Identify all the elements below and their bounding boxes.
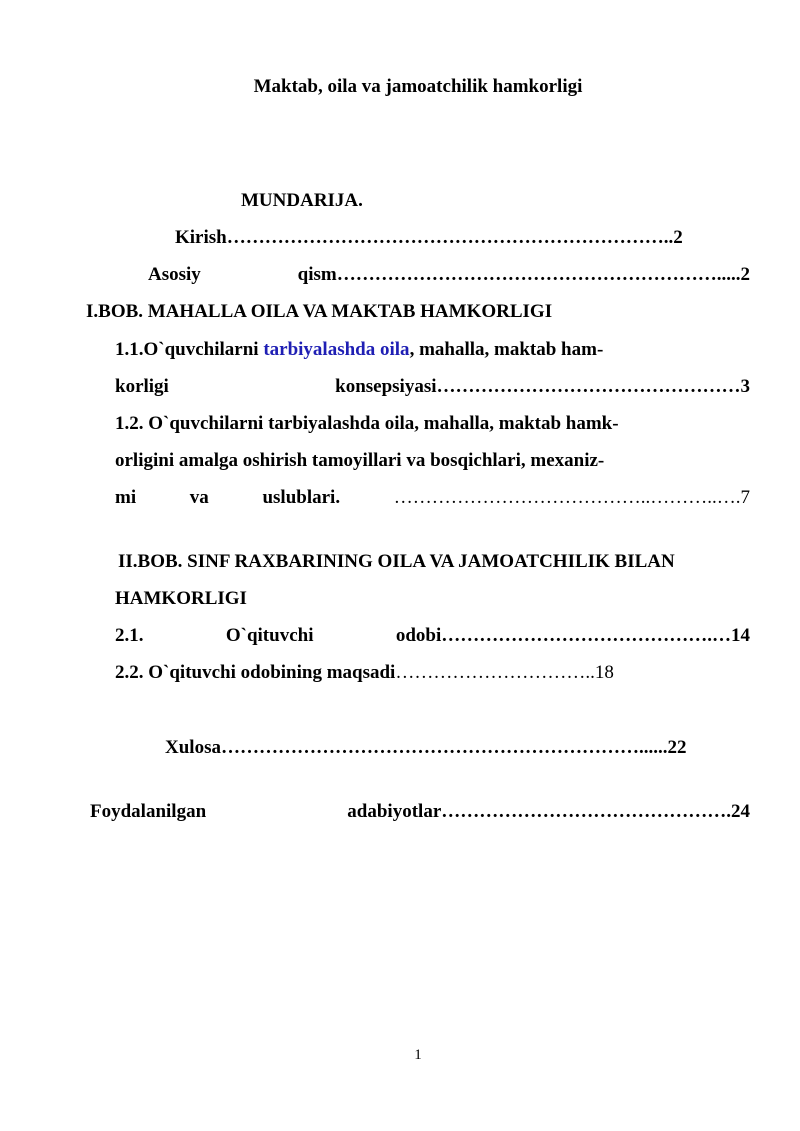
toc-entry-leader: …………………………………..………..….7 [393, 487, 750, 508]
toc-chapter-2-continued: HAMKORLIGI [115, 588, 247, 609]
toc-entry-leader: …………………………..18 [395, 662, 614, 683]
toc-entry-2-1 [115, 624, 750, 648]
toc-entry-xulosa: Xulosa…………………………………………………………......22 [165, 737, 687, 758]
toc-entry-1-2-last-line [115, 486, 750, 510]
toc-entry-1-2: 1.2. O`quvchilarni tarbiyalashda oila, mahalla, maktab hamk- [115, 413, 619, 434]
toc-entry-kirish [175, 226, 750, 250]
toc-entry-1-1 [115, 338, 603, 362]
toc-entry-word: konsepsiyasi…………………………………………3 [335, 376, 750, 397]
toc-entry-text: Kirish……………………………………………………………..2 [175, 227, 683, 248]
toc-entry-asosiy-qism [148, 263, 750, 287]
toc-entry-word: odobi…………………………………….…14 [395, 625, 750, 646]
hyperlink-tarbiyalashda-oila[interactable]: tarbiyalashda oila [263, 339, 410, 360]
toc-entry-1-2-continued: orligini amalga oshirish tamoyillari va bosqichlari, mexaniz- [115, 450, 605, 471]
toc-entry-word: O`qituvchi [225, 625, 314, 646]
page-number: 1 [414, 1047, 422, 1063]
toc-heading: MUNDARIJA. [241, 190, 363, 211]
toc-entry-1-1-continued [115, 375, 750, 399]
toc-entry-2-2 [115, 661, 614, 685]
toc-chapter-2: II.BOB. SINF RAXBARINING OILA VA JAMOATCHILIK BILAN [118, 551, 675, 572]
toc-entry-word: mi [115, 487, 137, 508]
toc-entry-word: adabiyotlar……………………………………….24 [347, 801, 750, 822]
toc-entry-text: , mahalla, maktab ham- [409, 339, 604, 360]
document-title: Maktab, oila va jamoatchilik hamkorligi [253, 76, 583, 97]
toc-entry-text: 1.1.O`quvchilarni [115, 339, 264, 360]
toc-entry-word: Foydalanilgan [90, 801, 207, 822]
toc-entry-text: 2.2. O`qituvchi odobining maqsadi [115, 662, 396, 683]
toc-chapter-1: I.BOB. MAHALLA OILA VA MAKTAB HAMKORLIGI [86, 301, 553, 322]
toc-entry-word: korligi [115, 376, 169, 397]
toc-entry-word: uslublari. [262, 487, 341, 508]
toc-entry-word: va [189, 487, 209, 508]
toc-entry-word: Asosiy [148, 264, 201, 285]
toc-entry-foydalanilgan-adabiyotlar [90, 800, 750, 824]
toc-entry-word: qism…………………………………………………….....2 [297, 264, 750, 285]
toc-entry-word: 2.1. [115, 625, 144, 646]
